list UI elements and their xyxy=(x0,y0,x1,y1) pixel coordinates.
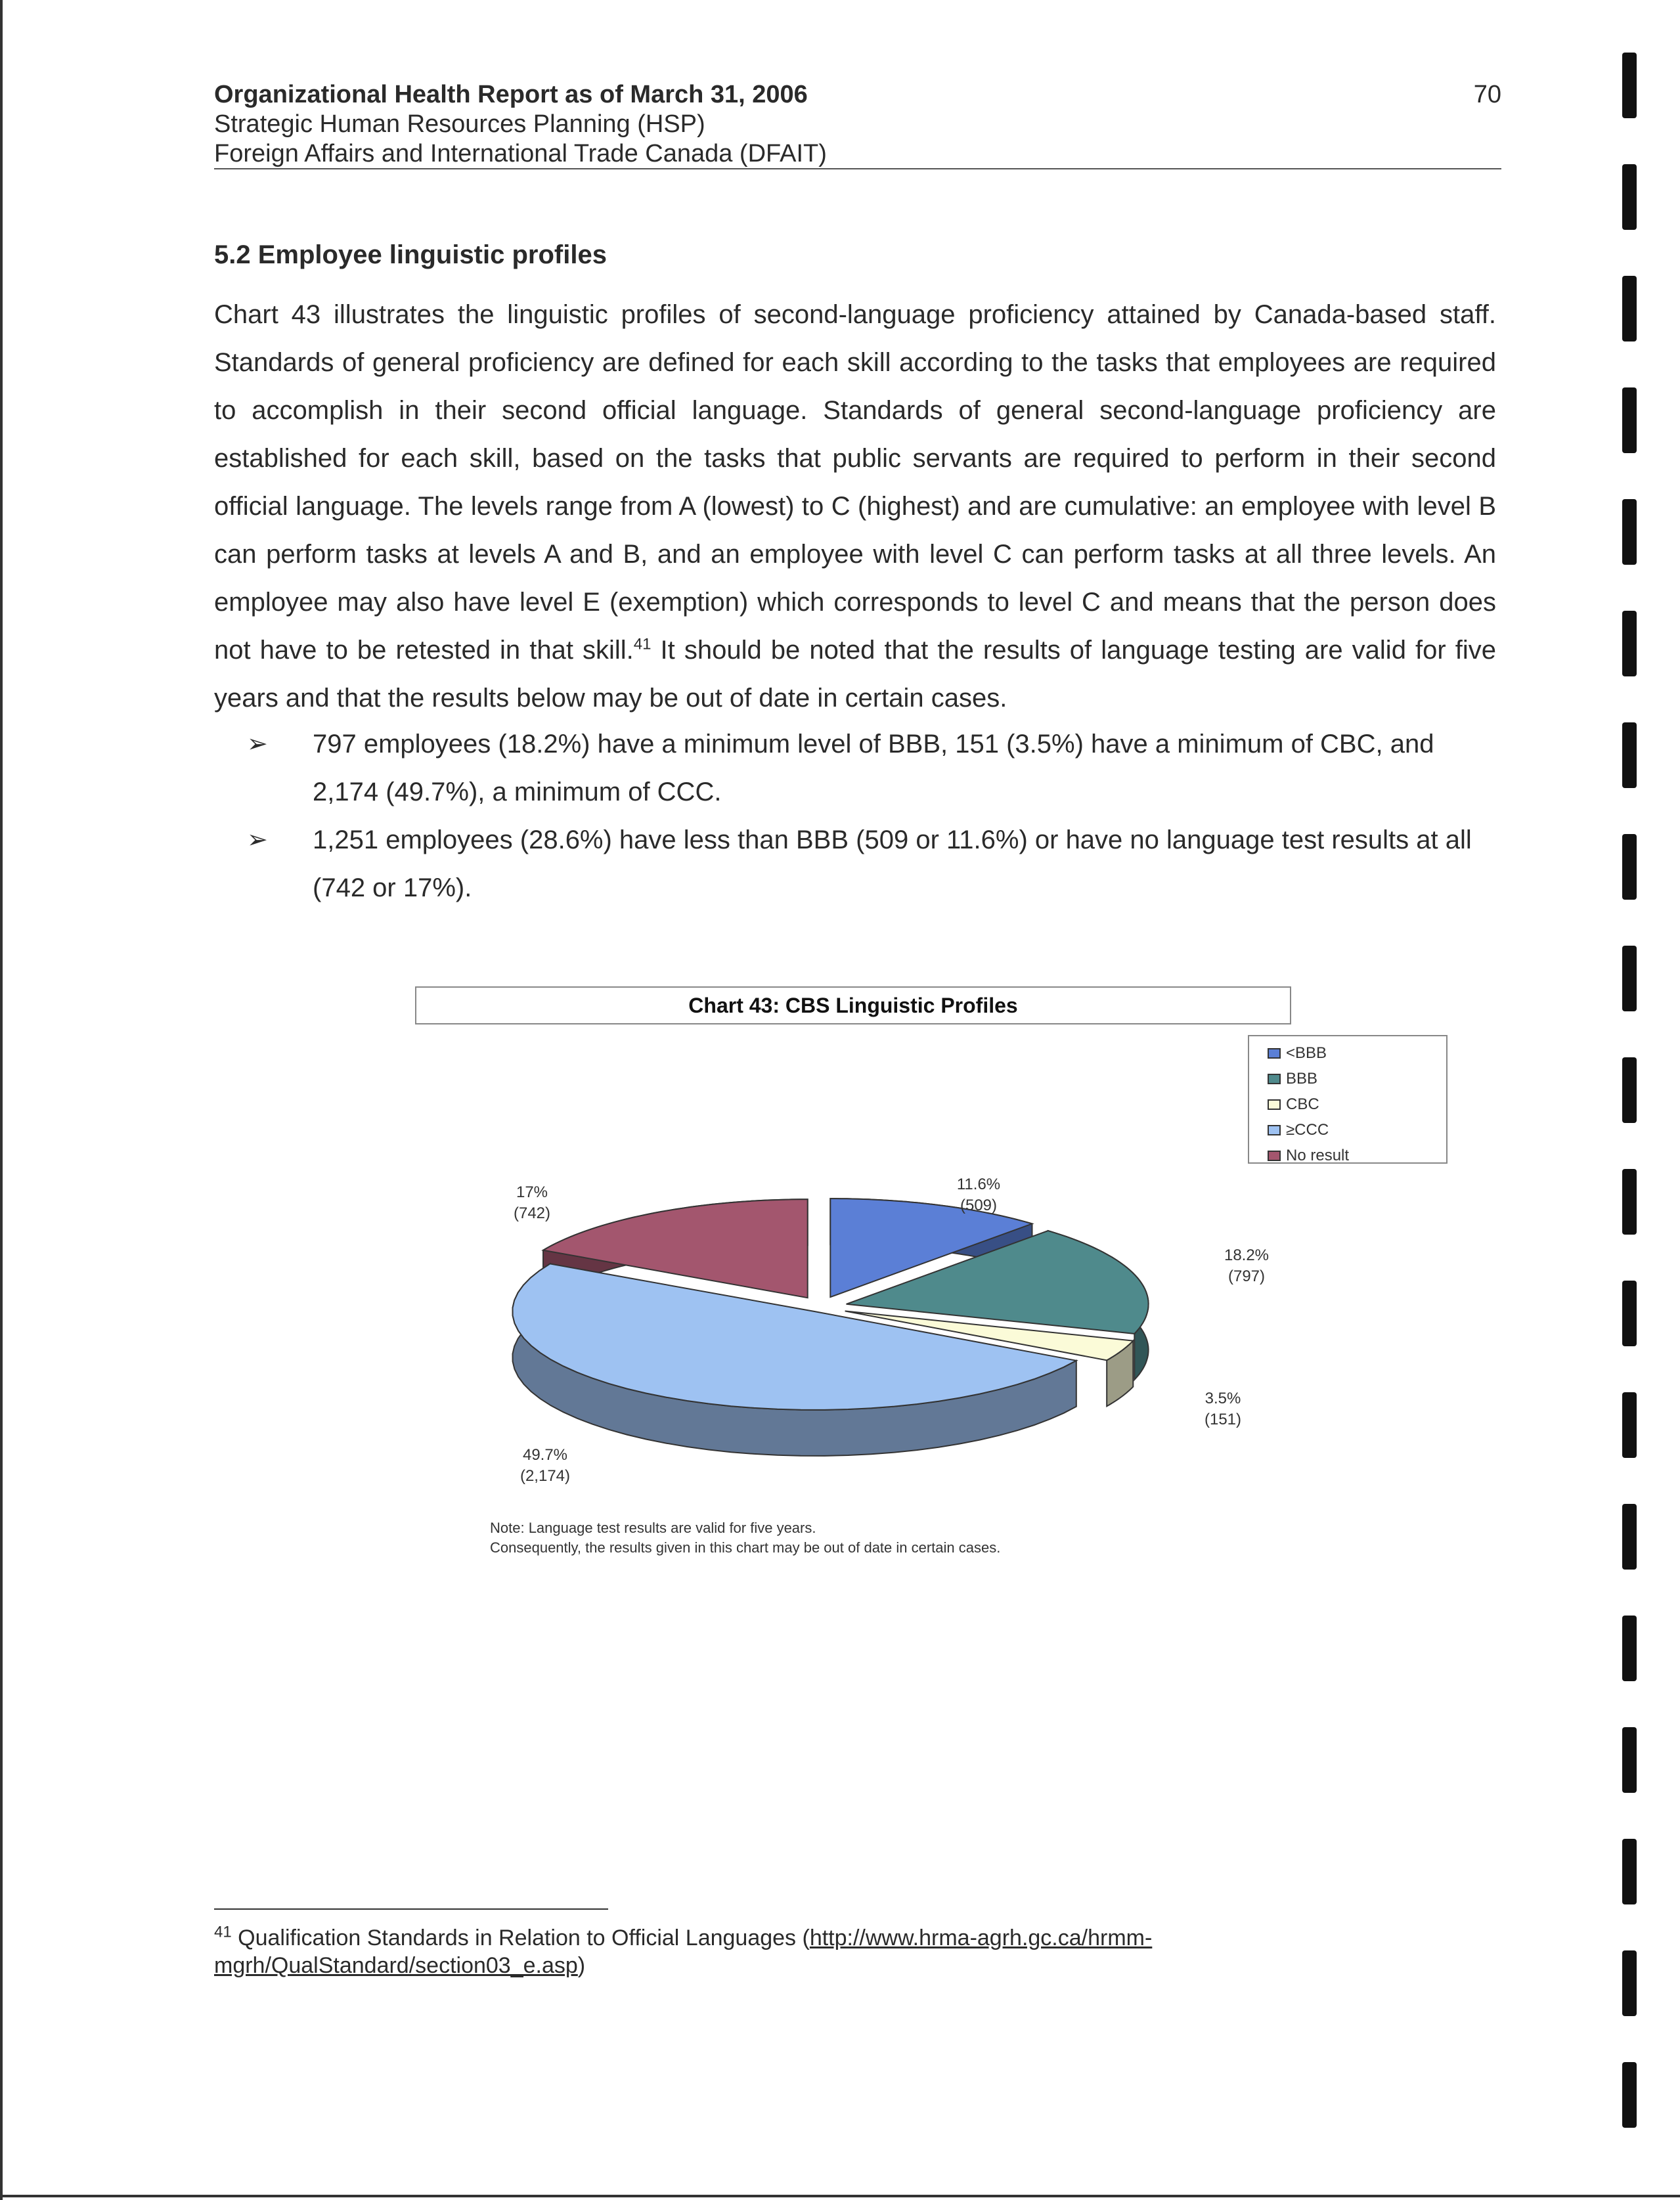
binding-mark xyxy=(1622,722,1637,788)
data-label-count: (151) xyxy=(1204,1411,1242,1428)
bullet-list xyxy=(247,720,1496,912)
footnote-close: ) xyxy=(577,1953,586,1978)
footnote-reference[interactable]: 41 xyxy=(633,635,652,653)
chart-legend xyxy=(1248,1035,1448,1164)
page-border-bottom xyxy=(0,2195,1680,2197)
page-number: 70 xyxy=(1473,81,1501,108)
page-border-left xyxy=(0,0,3,2200)
paragraph-text: Chart 43 illustrates the linguistic profiles of second-language proficiency attained by Canada-based staff. Standards of general proficiency are defined for each skill according to the tasks that employees are required to accomplish in their second official language. Standards of general second-language proficiency are established for each skill, based on the tasks that public servants are required to perform in their second official language. The levels range from A (lowest) to C (highest) and are cumulative: an employee with level B can perform tasks at levels A and B, and an employee with level C can perform tasks at all three levels. An employee may also have level E (exemption) which corresponds to level C and means that the person does not have to be retested in that skill. xyxy=(214,300,1496,665)
footnote-text: Qualification Standards in Relation to Official Languages ( xyxy=(238,1925,810,1950)
data-label-count: (797) xyxy=(1227,1267,1266,1285)
binding-mark xyxy=(1622,1616,1637,1681)
page-header xyxy=(214,80,1501,169)
header-rule xyxy=(214,168,1501,169)
binding-mark xyxy=(1622,1839,1637,1904)
chart-note-line: Consequently, the results given in this chart may be out of date in certain cases. xyxy=(490,1539,1001,1556)
data-label-count: (2,174) xyxy=(519,1467,571,1485)
legend-item xyxy=(1268,1040,1446,1066)
footnote-number: 41 xyxy=(214,1923,232,1941)
chart-title: Chart 43: CBS Linguistic Profiles xyxy=(415,986,1291,1024)
report-title: Organizational Health Report as of March 31, 2006 xyxy=(214,81,808,108)
binding-mark xyxy=(1622,611,1637,676)
list-item-text: 1,251 employees (28.6%) have less than BBB (509 or 11.6%) or have no language test results at all (742 or 17%). xyxy=(313,825,1472,902)
binding-mark xyxy=(1622,53,1637,118)
paragraph-text-continued: It should be noted that the results of language testing are valid for five years and that the results below may be out of date in certain cases. xyxy=(214,636,1496,713)
data-label-percent: 3.5% xyxy=(1205,1390,1241,1407)
data-label-percent: 18.2% xyxy=(1224,1246,1270,1264)
footnote-link[interactable]: http://www.hrma-agrh.gc.ca/hrmm-mgrh/QualStandard/section03_e.asp xyxy=(214,1925,1153,1978)
binding-mark xyxy=(1622,1950,1637,2016)
arrow-bullet-icon: ➢ xyxy=(247,826,268,854)
arrow-bullet-icon: ➢ xyxy=(247,730,268,758)
list-item xyxy=(247,816,1496,912)
data-label-percent: 17% xyxy=(516,1183,548,1201)
legend-item xyxy=(1268,1117,1446,1143)
binding-mark xyxy=(1622,164,1637,230)
binding-mark xyxy=(1622,1169,1637,1235)
legend-label: ≥CCC xyxy=(1286,1121,1329,1139)
binding-mark xyxy=(1622,387,1637,453)
legend-swatch xyxy=(1268,1048,1281,1059)
data-label-percent: 49.7% xyxy=(522,1446,568,1464)
legend-label: <BBB xyxy=(1286,1044,1327,1062)
chart-note-line: Note: Language test results are valid for five years. xyxy=(490,1520,816,1536)
data-label-cbc xyxy=(1183,1388,1262,1430)
footnote xyxy=(214,1924,1199,1979)
data-label-percent: 11.6% xyxy=(956,1176,1001,1193)
binding-mark xyxy=(1622,276,1637,341)
legend-item xyxy=(1268,1143,1446,1168)
binding-mark xyxy=(1622,1727,1637,1793)
binding-mark xyxy=(1622,499,1637,565)
data-label-count: (742) xyxy=(513,1204,551,1222)
chart-note xyxy=(490,1518,1000,1558)
legend-swatch xyxy=(1268,1099,1281,1110)
data-label-bbb-minus xyxy=(939,1174,1018,1216)
list-item xyxy=(247,720,1496,816)
legend-label: No result xyxy=(1286,1147,1350,1164)
data-label-count: (509) xyxy=(960,1197,998,1214)
binding-mark xyxy=(1622,834,1637,900)
legend-swatch xyxy=(1268,1074,1281,1084)
data-label-ccc xyxy=(499,1445,591,1487)
legend-swatch xyxy=(1268,1151,1281,1161)
list-item-text: 797 employees (18.2%) have a minimum level of BBB, 151 (3.5%) have a minimum of CBC, and 2,174 (49.7%), a minimum of CCC. xyxy=(313,730,1434,806)
binding-mark xyxy=(1622,1057,1637,1123)
legend-item xyxy=(1268,1066,1446,1091)
binding-marks xyxy=(1622,53,1638,2174)
binding-mark xyxy=(1622,1281,1637,1346)
body-paragraph xyxy=(214,291,1496,722)
binding-mark xyxy=(1622,1392,1637,1458)
pie-chart xyxy=(394,1195,1248,1471)
data-label-no-result xyxy=(499,1182,565,1224)
legend-label: BBB xyxy=(1286,1070,1318,1088)
header-organization-line: Foreign Affairs and International Trade Canada (DFAIT) xyxy=(214,140,827,167)
binding-mark xyxy=(1622,946,1637,1011)
section-heading: 5.2 Employee linguistic profiles xyxy=(214,240,607,269)
legend-label: CBC xyxy=(1286,1095,1319,1113)
legend-swatch xyxy=(1268,1125,1281,1135)
binding-mark xyxy=(1622,1504,1637,1570)
footnote-rule xyxy=(214,1908,608,1910)
binding-mark xyxy=(1622,2062,1637,2128)
header-department-line: Strategic Human Resources Planning (HSP) xyxy=(214,110,705,138)
data-label-bbb xyxy=(1207,1245,1286,1287)
legend-item xyxy=(1268,1091,1446,1117)
